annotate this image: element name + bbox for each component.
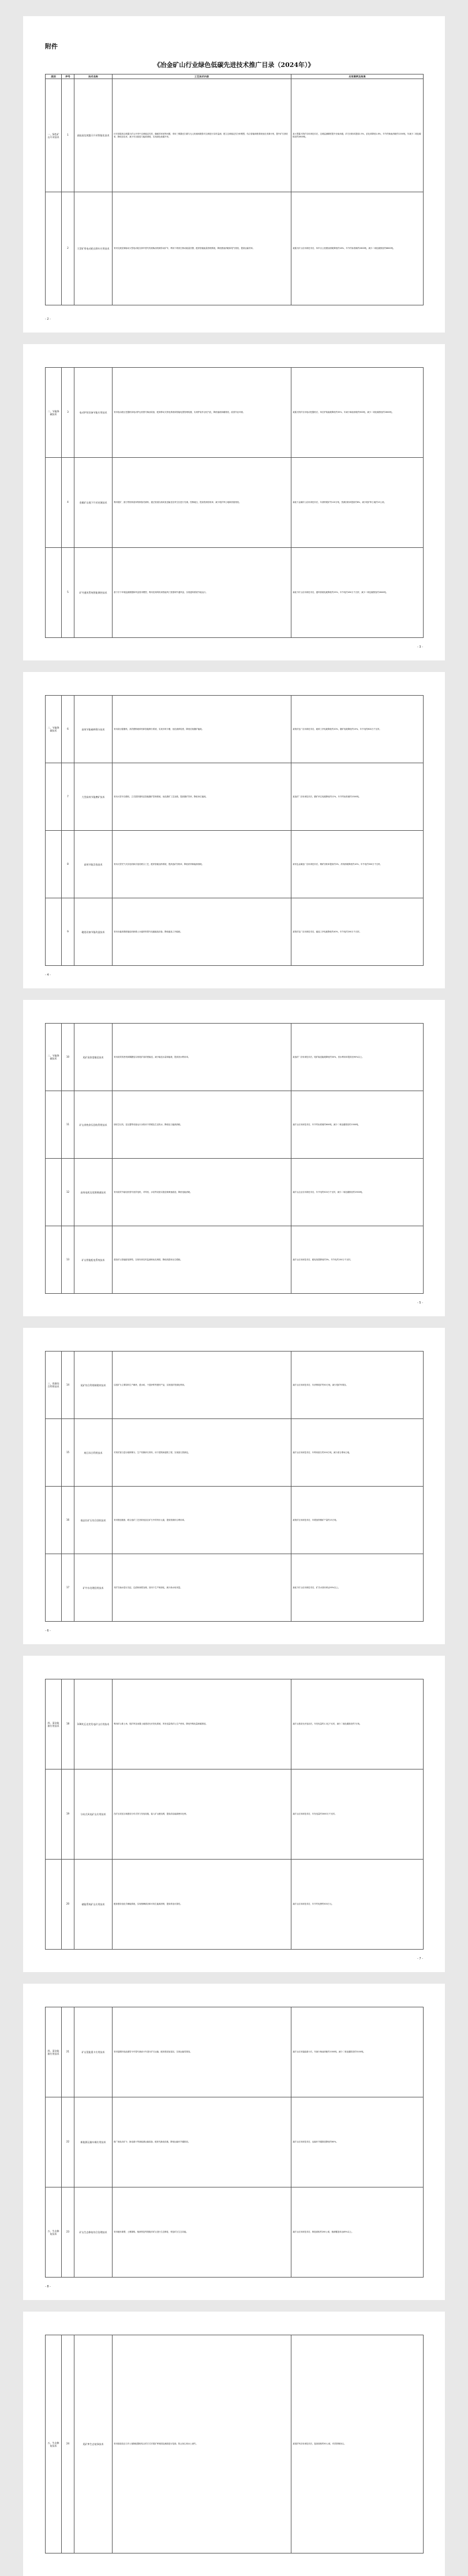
technology-name: 尾矿库生态复绿技术 — [74, 2335, 113, 2553]
row-number: 13 — [62, 1226, 74, 1294]
column-header: 应用案例及效果 — [291, 74, 424, 79]
category-cell: 二、节能降碳技术 — [46, 368, 62, 458]
application-case: 某有色金属选厂应用该技术后，精矿回收率提高约2%，药剂消耗降低约10%，年节电约300万千瓦时。 — [291, 831, 424, 898]
application-case: 某露天铁矿应用电动挖掘机后，单位铲装能耗降低约35%，年减少柴油消耗约900吨，减少二氧化碳排放约2800吨。 — [291, 368, 424, 458]
row-number: 19 — [62, 1769, 74, 1860]
process-description: 在矿区适宜区域建设分布式风力发电设施，接入矿山配电网，提高清洁能源使用比例。 — [113, 1769, 291, 1860]
table-row — [46, 548, 424, 638]
row-number: 20 — [62, 1860, 74, 1950]
technology-name: 储能系统矿山应用技术 — [74, 1860, 113, 1950]
process-description: 采用氢燃料电池重型卡车替代柴油卡车进行矿石运输，配套建设加氢站，实现运输零排放。 — [113, 2007, 291, 2097]
table-wrapper — [45, 2335, 423, 2553]
process-description: 基于井下环境监测数据和风量需求模型，利用变频风机和智能风门按需调节通风量，实现通风系统节能运行。 — [113, 548, 291, 638]
page-number: - 5 - — [417, 1301, 423, 1305]
category-cell — [46, 548, 62, 638]
table-wrapper — [45, 1023, 423, 1294]
table-row — [46, 1419, 424, 1487]
category-cell — [46, 458, 62, 548]
column-header: 类别 — [46, 74, 62, 79]
page-number: - 4 - — [45, 973, 51, 977]
row-number: 7 — [62, 763, 74, 831]
process-description: 推广纯电动矿卡、换电重卡等新能源运输装备，配套充换电设施，降低运输环节碳排放。 — [113, 2097, 291, 2187]
row-number: 10 — [62, 1024, 74, 1091]
technology-name: 分布式风电矿山应用技术 — [74, 1769, 113, 1860]
table-row — [46, 831, 424, 898]
category-cell — [46, 831, 62, 898]
application-case: 某大型露天铁矿应用该技术后，边坡监测精度提升至毫米级，矿石回收率提高2.5%，贫化率降低1.8%，年节约柴油消耗约1200吨，年减少二氧化碳排放约3800吨。 — [291, 79, 424, 192]
table-row — [46, 1226, 424, 1294]
process-description: 采用高效浓密机和隔膜泵实现尾矿高浓度输送，减少输送水量和能耗，提高回水利用率。 — [113, 1024, 291, 1091]
process-description: 回收空压机、变压器等设备运行余热用于供暖及生活热水，降低化石能源消耗。 — [113, 1091, 291, 1159]
process-description: 采用大型充气式浮选机和浮选柱联合工艺，配套智能加药系统，提高选矿回收率，降低药剂和能源消耗。 — [113, 831, 291, 898]
table-row — [46, 1024, 424, 1091]
application-case: 某铁矿应用该技术后，年增加铁精矿产量约15万吨。 — [291, 1487, 424, 1554]
table-wrapper — [45, 1679, 423, 1950]
row-number: 8 — [62, 831, 74, 898]
column-header: 工艺技术内容 — [113, 74, 291, 79]
process-description: 采用电动液压挖掘机和电动铲运机替代柴油设备，配套移动式供电系统和智能电缆管理装置，实现铲装作业电气化，降低能耗和碳排放，改善作业环境。 — [113, 368, 291, 458]
catalog-table — [45, 1351, 424, 1622]
catalog-table — [45, 1023, 424, 1294]
row-number: 21 — [62, 2007, 74, 2097]
category-cell — [46, 2097, 62, 2187]
table-row — [46, 2097, 424, 2187]
process-description: 利用矿山排土场、尾矿库及闲置土地建设光伏发电系统，所发电量供矿山生产使用，降低外购电量和碳排放。 — [113, 1679, 291, 1769]
row-number: 12 — [62, 1159, 74, 1226]
category-cell — [46, 898, 62, 966]
application-case: 某矿山应用该技术后，年利用废石约200万吨，减少废石堆场占地。 — [291, 1419, 424, 1487]
table-wrapper — [45, 695, 423, 966]
row-number: 18 — [62, 1679, 74, 1769]
technology-name: 矿山生态修复综合治理技术 — [74, 2187, 113, 2278]
technology-name: 100兆瓦光伏发电矿山应用技术 — [74, 1679, 113, 1769]
process-description: 采用高压辊磨机、高效圆锥破碎机和智能筛分系统，实现多碎少磨，优化破碎粒度，降低后续磨矿能耗。 — [113, 696, 291, 763]
category-cell — [46, 1159, 62, 1226]
row-number: 15 — [62, 1419, 74, 1487]
page-number: - 6 - — [45, 1629, 51, 1633]
table-row — [46, 368, 424, 458]
document-page — [23, 344, 445, 660]
page-number: - 7 - — [417, 1957, 423, 1961]
category-cell — [46, 1487, 62, 1554]
technology-name: 废石综合利用技术 — [74, 1419, 113, 1487]
application-case: 某矿山应用氢能重卡后，年减少柴油消耗约1000吨，减少二氧化碳排放约3100吨。 — [291, 2007, 424, 2097]
technology-name: 高效节能破碎筛分技术 — [74, 696, 113, 763]
row-number: 9 — [62, 898, 74, 966]
application-case: 某选矿厂应用该技术后，尾矿输送能耗降低约30%，回水利用率提高至90%以上。 — [291, 1024, 424, 1091]
catalog-table — [45, 367, 424, 638]
document-page — [23, 16, 445, 333]
table-header-row — [46, 74, 424, 79]
row-number: 16 — [62, 1487, 74, 1554]
row-number: 11 — [62, 1091, 74, 1159]
application-case: 某选矿厂应用该技术后，磨矿单位电耗降低约12%，年节约标准煤约1500吨。 — [291, 763, 424, 831]
application-case: 某矿山应用该技术后，修复面积约200公顷，植被覆盖率达85%以上。 — [291, 2187, 424, 2278]
catalog-table — [45, 2007, 424, 2278]
table-row — [46, 2007, 424, 2097]
table-row — [46, 1679, 424, 1769]
row-number: 1 — [62, 79, 74, 192]
table-row — [46, 2335, 424, 2553]
application-case: 某地下矿山应用该技术后，矿井水回用率达95%以上。 — [291, 1554, 424, 1622]
table-row — [46, 1352, 424, 1419]
annex-label: 附件 — [45, 43, 58, 50]
category-cell — [46, 1769, 62, 1860]
document-title: 《冶金矿山行业绿色低碳先进技术推广目录（2024年）》 — [153, 61, 315, 69]
category-cell: 三、资源综合利用技术 — [46, 1352, 62, 1419]
table-row — [46, 763, 424, 831]
category-cell: 一、绿色矿山开采技术 — [46, 79, 62, 192]
process-description: 对矿井涌水进行沉淀、过滤和深度处理，回用于生产和绿化，减少新水取用量。 — [113, 1554, 291, 1622]
category-cell — [46, 1554, 62, 1622]
category-cell: 五、生态修复技术 — [46, 2187, 62, 2278]
row-number: 14 — [62, 1352, 74, 1419]
process-description: 针对高陡高边坡露天矿山开采中边坡稳定性差、爆破效率低等问题，采用三维激光扫描与无人机倾斜摄影对边坡进行实时监测，建立边坡稳定性分析模型，结合智能调度系统优化采剥计划，提升矿石回收率，降低贫化率，减少安全隐患与能源消耗，实现绿色低碳开采。 — [113, 79, 291, 192]
table-row — [46, 1554, 424, 1622]
table-row — [46, 1860, 424, 1950]
category-cell: 四、清洁能源应用技术 — [46, 1679, 62, 1769]
process-description: 配套建设电化学储能系统，实现削峰填谷和可再生能源消纳，提高供电可靠性。 — [113, 1860, 291, 1950]
table-row — [46, 1159, 424, 1226]
catalog-table — [45, 1679, 424, 1950]
document-page — [23, 672, 445, 988]
category-cell — [46, 1860, 62, 1950]
document-page — [23, 1328, 445, 1644]
technology-name: 矿井通风系统智能调控技术 — [74, 548, 113, 638]
process-description: 建设矿山智能配电网络，实现负荷实时监测和优化调度，降低线损和无功损耗。 — [113, 1226, 291, 1294]
table-wrapper — [45, 367, 423, 638]
row-number: 23 — [62, 2187, 74, 2278]
row-number: 4 — [62, 458, 74, 548]
technology-name: 大型高效节能磨矿技术 — [74, 763, 113, 831]
catalog-table — [45, 695, 424, 966]
application-case: 某尾矿库应用该技术后，复绿面积约50公顷，有效抑制扬尘。 — [291, 2335, 424, 2553]
table-wrapper — [45, 1351, 423, 1622]
column-header: 序号 — [62, 74, 74, 79]
technology-name: 高效电机及变频调速技术 — [74, 1159, 113, 1226]
process-description: 采用地形重塑、土壤重构、植被恢复等措施对矿区进行生态修复，恢复矿区生态功能。 — [113, 2187, 291, 2278]
page-number: - 8 - — [45, 2285, 51, 2288]
process-description: 采用大型半自磨机、立式搅拌磨机及智能磨矿控制系统，优化磨矿工艺参数，提高磨矿效率，降低单位能耗。 — [113, 763, 291, 831]
table-row — [46, 192, 424, 305]
category-cell: 五、生态修复技术 — [46, 2335, 62, 2553]
technology-name: 磁选设备节能改造技术 — [74, 898, 113, 966]
row-number: 2 — [62, 192, 74, 305]
application-case: 某矿山应用该技术后，年消纳尾矿约50万吨，减少尾矿库堆存。 — [291, 1352, 424, 1419]
application-case: 某矿山应用该技术后，年发电量约3000万千瓦时。 — [291, 1769, 424, 1860]
technology-name: 矿山余热余压回收利用技术 — [74, 1091, 113, 1159]
process-description: 以尾矿为主要原料生产砌块、透水砖、干混砂浆等建材产品，实现尾矿资源化利用。 — [113, 1352, 291, 1419]
process-description: 采用预选抛废、联合选矿工艺回收低品位矿石中的有价元素，提高资源综合利用率。 — [113, 1487, 291, 1554]
application-case: 某地下金属矿山应用该技术后，年消纳尾矿约120万吨，资源回收率提高约8%，减少尾矿库占地约15公顷。 — [291, 458, 424, 548]
category-cell — [46, 1226, 62, 1294]
table-row — [46, 1091, 424, 1159]
application-case: 某矿山应用该技术后，运输环节碳排放降低约60%。 — [291, 2097, 424, 2187]
row-number: 22 — [62, 2097, 74, 2187]
category-cell — [46, 1091, 62, 1159]
technology-name: 矿山氢能重卡应用技术 — [74, 2007, 113, 2097]
application-case: 某露天矿山应用该技术后，单车百公里燃油消耗降低约18%，年节约标准煤约2600吨，减少二氧化碳排放约6800吨。 — [291, 192, 424, 305]
technology-name: 高陡高边坡露天开采智能化技术 — [74, 79, 113, 192]
table-wrapper — [45, 2007, 423, 2278]
application-case: 某铁矿选厂应用该技术后，磁选工序电耗降低约40%，年节电约200万千瓦时。 — [291, 898, 424, 966]
process-description: 利用尾矿、废石等固体废弃物制备充填料，通过管道自流或泵送输送至采空区进行充填，控制地压，提高资源回收率，减少尾矿库占地和固废排放。 — [113, 458, 291, 548]
technology-name: 低品位矿石综合回收技术 — [74, 1487, 113, 1554]
application-case: 某矿山应用该技术后，年节约标准煤约600吨，减少二氧化碳排放约1500吨。 — [291, 1091, 424, 1159]
technology-name: 新能源运输车辆应用技术 — [74, 2097, 113, 2187]
table-row — [46, 79, 424, 192]
category-cell: 二、节能降碳技术 — [46, 696, 62, 763]
process-description: 采用永磁高梯度磁选机和稀土永磁材料替代电磁磁选设备，降低磁选工序能耗。 — [113, 898, 291, 966]
row-number: 17 — [62, 1554, 74, 1622]
table-row — [46, 2187, 424, 2278]
table-wrapper — [45, 74, 423, 305]
document-page — [23, 1000, 445, 1316]
row-number: 5 — [62, 548, 74, 638]
category-cell: 二、节能降碳技术 — [46, 1024, 62, 1091]
table-row — [46, 458, 424, 548]
technology-name: 金属矿山地下开采充填技术 — [74, 458, 113, 548]
row-number: 24 — [62, 2335, 74, 2553]
technology-name: 尾矿综合利用制建材技术 — [74, 1352, 113, 1419]
catalog-table — [45, 74, 424, 305]
technology-name: 矿井水处理回用技术 — [74, 1554, 113, 1622]
application-case: 某矿山应用该技术后，年节约电费约500万元。 — [291, 1860, 424, 1950]
process-description: 采用高效节能电机替代低效电机，对风机、水泵等设备实施变频调速改造，降低电能消耗。 — [113, 1159, 291, 1226]
table-row — [46, 898, 424, 966]
category-cell — [46, 1419, 62, 1487]
row-number: 3 — [62, 368, 74, 458]
column-header: 技术名称 — [74, 74, 113, 79]
technology-name: 高效节能浮选技术 — [74, 831, 113, 898]
document-page — [23, 2312, 445, 2576]
process-description: 采用基质改良与乡土植物配置相结合的方式对尾矿库坡面及滩面进行复绿，防止扬尘和水土流失。 — [113, 2335, 291, 2553]
table-row — [46, 696, 424, 763]
technology-name: 尾矿高浓度输送技术 — [74, 1024, 113, 1091]
technology-name: 大型矿用电动轮自卸车应用技术 — [74, 192, 113, 305]
category-cell: 四、清洁能源应用技术 — [46, 2007, 62, 2097]
category-cell — [46, 763, 62, 831]
page-number: - 2 - — [45, 318, 51, 321]
technology-name: 电动铲装设备节能应用技术 — [74, 368, 113, 458]
application-case: 某矿山企业应用该技术后，年节电约500万千瓦时，减少二氧化碳排放约2900吨。 — [291, 1159, 424, 1226]
catalog-table — [45, 2335, 424, 2553]
row-number: 6 — [62, 696, 74, 763]
document-page — [23, 1984, 445, 2300]
page-number: - 3 - — [417, 645, 423, 649]
table-row — [46, 1487, 424, 1554]
process-description: 采用交流变频驱动大型电动轮自卸车替代传统柴油机械传动矿车，利用下坡再生制动能量回馈，配套智能能量管理系统，降低燃油消耗和尾气排放，提高运输效率。 — [113, 192, 291, 305]
application-case: 某矿山应用该技术后，配电线损降低约3%，年节电约150万千瓦时。 — [291, 1226, 424, 1294]
document-page — [23, 1656, 445, 1972]
application-case: 某地下矿山应用该技术后，通风系统电耗降低约25%，年节电约450万千瓦时，减少二氧化碳排放约2600吨。 — [291, 548, 424, 638]
process-description: 对采矿废石进行破碎筛分，生产机制砂石骨料，用于建筑和道路工程，实现废石资源化。 — [113, 1419, 291, 1487]
category-cell — [46, 192, 62, 305]
application-case: 某矿山建设光伏电站后，年发电量约1.2亿千瓦时，减少二氧化碳排放约7万吨。 — [291, 1679, 424, 1769]
application-case: 某铁矿选厂应用该技术后，破碎工序电耗降低约20%，磨矿电耗降低约15%，年节电约800万千瓦时。 — [291, 696, 424, 763]
table-row — [46, 1769, 424, 1860]
technology-name: 矿山智能配电系统技术 — [74, 1226, 113, 1294]
